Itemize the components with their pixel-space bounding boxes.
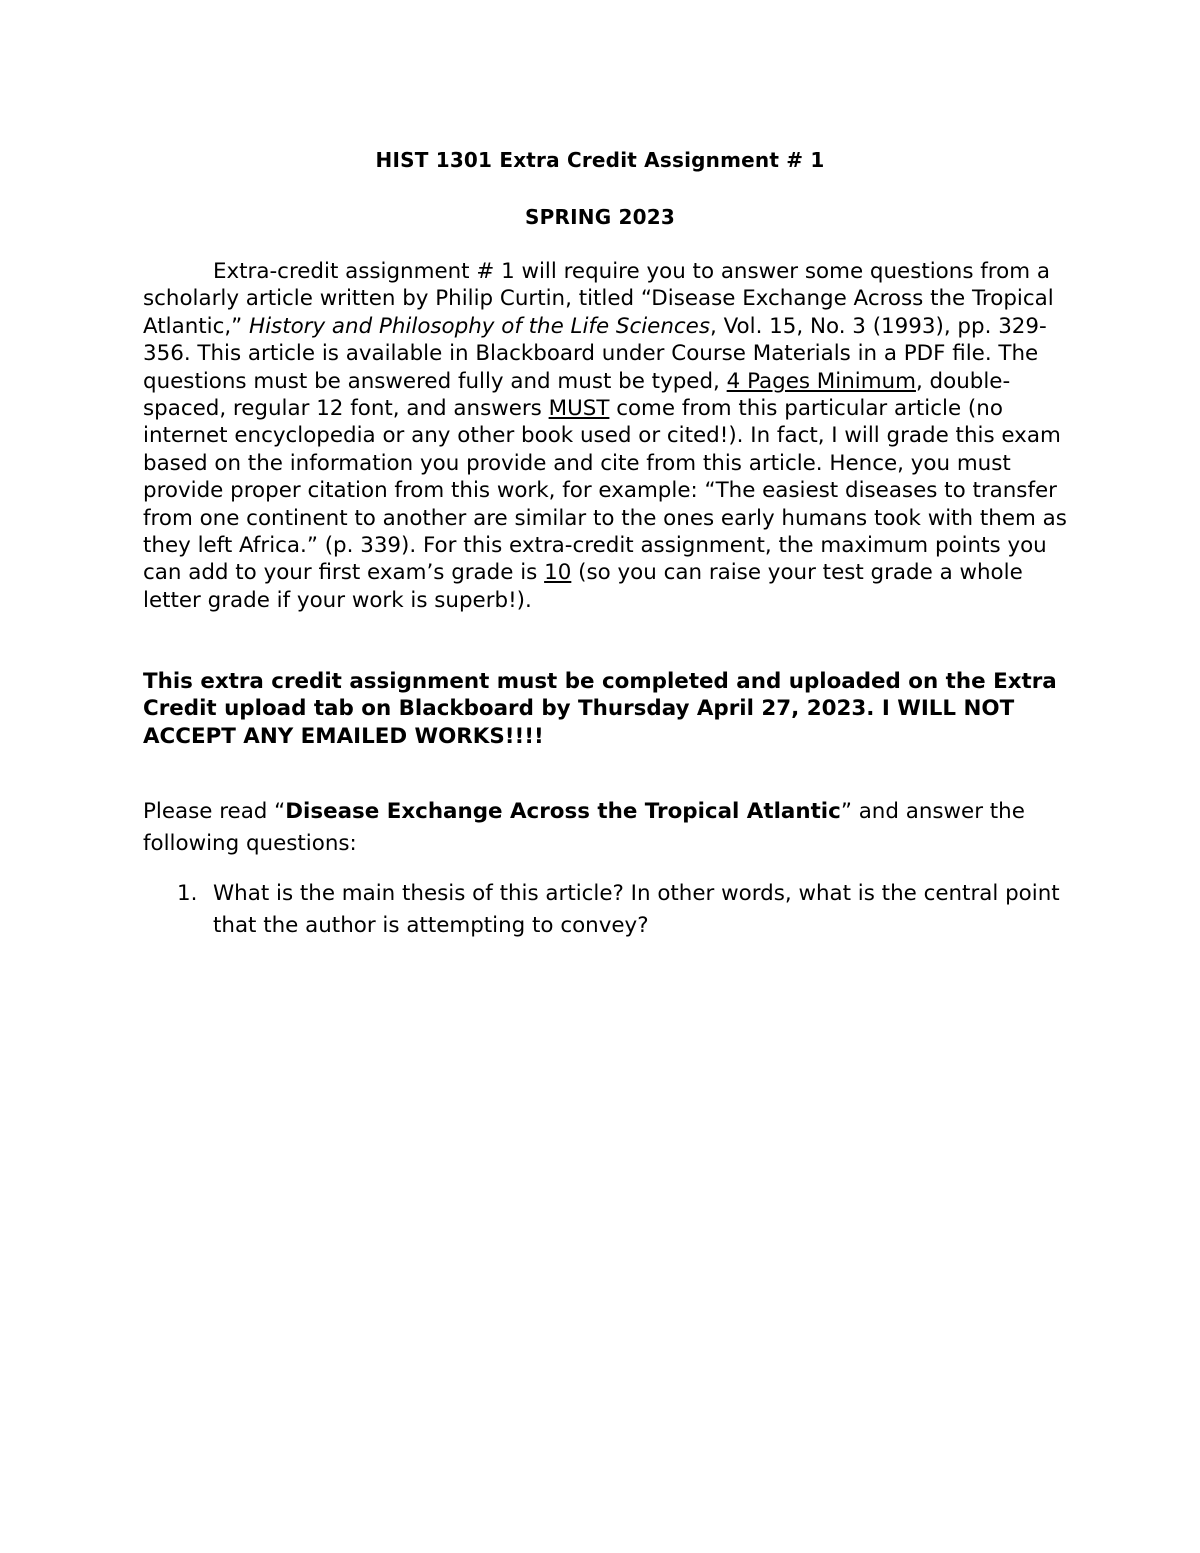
article-title: Disease Exchange Across the Tropical Atlantic: [285, 799, 841, 824]
must-emphasis: MUST: [548, 396, 610, 422]
deadline-notice: This extra credit assignment must be completed and uploaded on the Extra Credit upload tab on Blackboard by Thursday April 27, 2023. I WILL NOT ACCEPT ANY EMAILED WORKS!!!!: [143, 669, 1057, 749]
reading-instruction: [143, 796, 1073, 860]
intro-text-4: come from this particular article (no internet encyclopedia or any other book used or cited!). In fact, I will grade this exam based on the information you provide and cite from this article. Hence, you must provide proper citation from this work, for example: “The easiest diseases to transfer from one continent to another are similar to the ones early humans took with them as they left Africa.” (p. 339). For this extra-credit assignment, the maximum points you can add to your first exam’s grade is: [143, 396, 1067, 586]
intro-text-1: Extra-credit assignment # 1 will require you to answer some questions from a scholarly article written by Philip Curtin, titled “Disease Exchange Across the Tropical Atlantic,”: [143, 259, 1054, 339]
intro-paragraph: [143, 258, 1073, 614]
document-term: SPRING 2023: [525, 205, 675, 229]
instruction-suffix: ” and answer the following questions:: [143, 799, 1025, 856]
document-title: HIST 1301 Extra Credit Assignment # 1: [375, 148, 825, 172]
pages-minimum: 4 Pages Minimum: [726, 368, 916, 394]
journal-title: History and Philosophy of the Life Sciences: [249, 313, 710, 339]
intro-text-2: , Vol. 15, No. 3 (1993), pp. 329-356. This article is available in Blackboard under Course Materials in a PDF file. The questions must be answered fully and must be typed,: [143, 313, 1047, 394]
question-text: What is the main thesis of this article? In other words, what is the central point that the author is attempting to convey?: [213, 881, 1060, 938]
instruction-prefix: Please read “: [143, 799, 286, 824]
question-number: 1.: [177, 881, 198, 906]
question-item: [143, 878, 1073, 942]
question-list: [143, 878, 1073, 942]
intro-text-5: (so you can raise your test grade a whole letter grade if your work is superb!).: [143, 560, 1023, 613]
max-points: 10: [544, 560, 572, 586]
intro-text-3: , double-spaced, regular 12 font, and answers: [143, 368, 1011, 422]
